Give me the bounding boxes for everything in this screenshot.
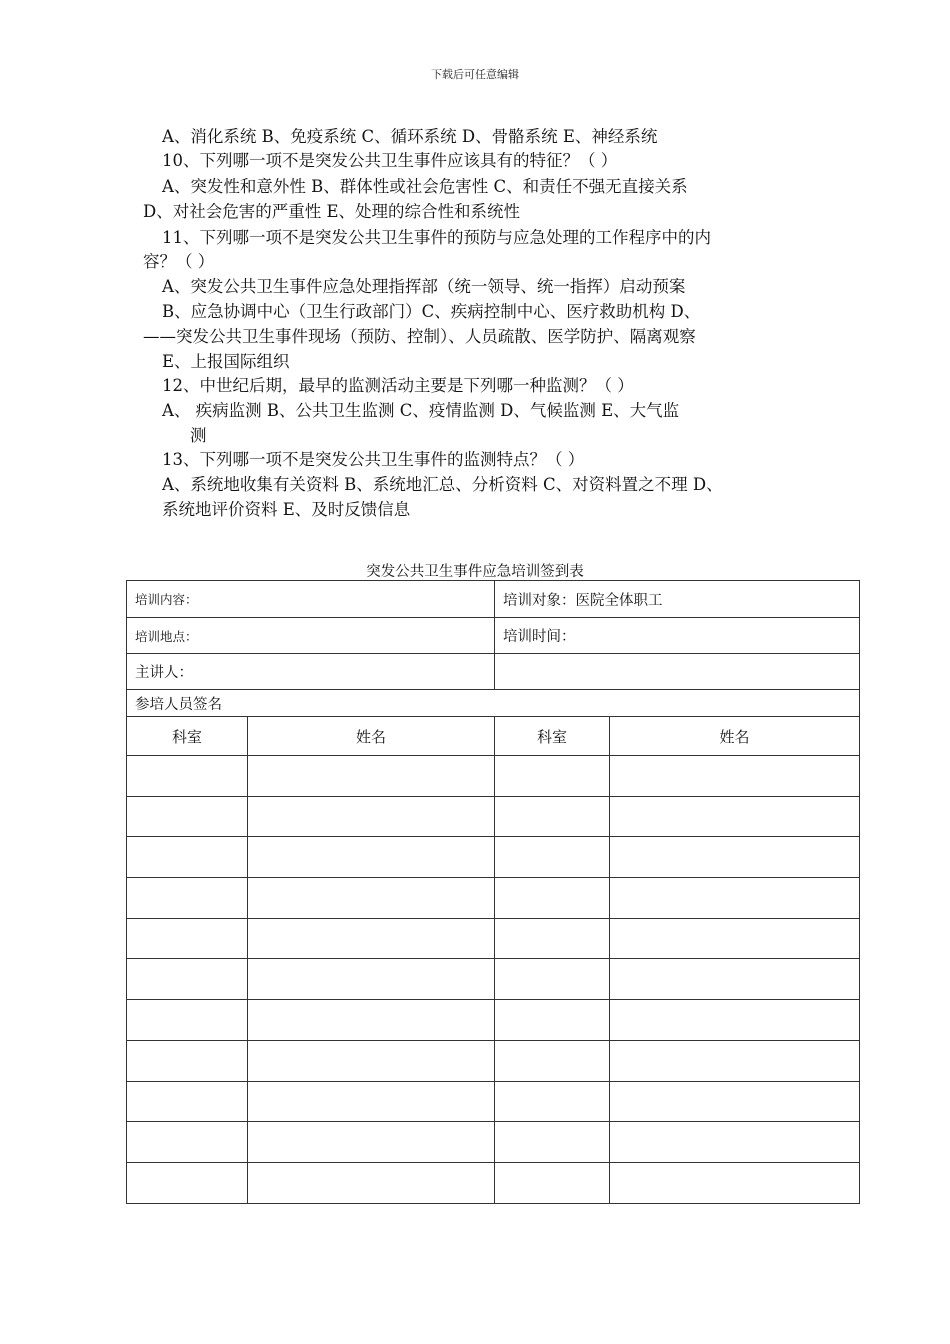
dept-cell[interactable] bbox=[127, 878, 248, 919]
name-cell[interactable] bbox=[610, 796, 860, 837]
dept-cell[interactable] bbox=[495, 1081, 610, 1122]
name-cell[interactable] bbox=[248, 959, 495, 1000]
table-row bbox=[127, 1081, 860, 1122]
name-cell[interactable] bbox=[610, 959, 860, 1000]
dept-cell[interactable] bbox=[495, 837, 610, 878]
table-row bbox=[127, 1040, 860, 1081]
training-content-label: 培训内容： bbox=[127, 581, 495, 618]
dept-cell[interactable] bbox=[495, 1000, 610, 1041]
training-audience-label: 培训对象：医院全体职工 bbox=[495, 581, 860, 618]
name-cell[interactable] bbox=[248, 796, 495, 837]
name-cell[interactable] bbox=[248, 1000, 495, 1041]
column-header-name-1: 姓名 bbox=[248, 717, 495, 756]
question-11-stem-line-1: 11、下列哪一项不是突发公共卫生事件的预防与应急处理的工作程序中的内 bbox=[162, 228, 711, 247]
table-row bbox=[127, 618, 860, 654]
question-10-stem: 10、下列哪一项不是突发公共卫生事件应该具有的特征？（ ） bbox=[162, 151, 618, 170]
dept-cell[interactable] bbox=[127, 1040, 248, 1081]
dept-cell[interactable] bbox=[495, 1122, 610, 1163]
name-cell[interactable] bbox=[610, 878, 860, 919]
question-13-options-line-1: A、系统地收集有关资料 B、系统地汇总、分析资料 C、对资料置之不理 D、 bbox=[162, 475, 723, 494]
training-time-label: 培训时间： bbox=[495, 618, 860, 654]
question-11-option-e: E、上报国际组织 bbox=[162, 352, 290, 371]
table-row bbox=[127, 918, 860, 959]
question-10-options-line-2: D、对社会危害的严重性 E、处理的综合性和系统性 bbox=[143, 202, 521, 221]
name-cell[interactable] bbox=[248, 1040, 495, 1081]
table-row bbox=[127, 878, 860, 919]
table-row bbox=[127, 837, 860, 878]
dept-cell[interactable] bbox=[127, 959, 248, 1000]
dept-cell[interactable] bbox=[127, 837, 248, 878]
question-11-option-a: A、突发公共卫生事件应急处理指挥部（统一领导、统一指挥）启动预案 bbox=[162, 277, 686, 296]
question-9-options: A、消化系统 B、免疫系统 C、循环系统 D、骨骼系统 E、神经系统 bbox=[162, 127, 658, 146]
name-cell[interactable] bbox=[610, 837, 860, 878]
dept-cell[interactable] bbox=[495, 878, 610, 919]
table-row bbox=[127, 756, 860, 797]
dept-cell[interactable] bbox=[127, 1162, 248, 1203]
signin-section-label: 参培人员签名 bbox=[127, 690, 860, 717]
name-cell[interactable] bbox=[610, 1081, 860, 1122]
table-row bbox=[127, 959, 860, 1000]
dept-cell[interactable] bbox=[127, 918, 248, 959]
table-row bbox=[127, 654, 860, 690]
question-10-options-line-1: A、突发性和意外性 B、群体性或社会危害性 C、和责任不强无直接关系 bbox=[162, 177, 688, 196]
dept-cell[interactable] bbox=[495, 796, 610, 837]
name-cell[interactable] bbox=[610, 918, 860, 959]
name-cell[interactable] bbox=[610, 1122, 860, 1163]
table-row bbox=[127, 581, 860, 618]
table-row bbox=[127, 690, 860, 717]
dept-cell[interactable] bbox=[127, 796, 248, 837]
table-row bbox=[127, 1162, 860, 1203]
page-header: 下载后可任意编辑 bbox=[431, 68, 519, 81]
name-cell[interactable] bbox=[610, 1000, 860, 1041]
name-cell[interactable] bbox=[248, 918, 495, 959]
dept-cell[interactable] bbox=[495, 756, 610, 797]
question-13-options-line-2: 系统地评价资料 E、及时反馈信息 bbox=[162, 500, 411, 519]
signin-table bbox=[126, 580, 860, 1204]
question-11-options-d-cont: ——突发公共卫生事件现场（预防、控制）、人员疏散、医学防护、隔离观察 bbox=[143, 327, 696, 346]
dept-cell[interactable] bbox=[127, 756, 248, 797]
dept-cell[interactable] bbox=[127, 1000, 248, 1041]
name-cell[interactable] bbox=[610, 756, 860, 797]
question-11-stem-line-2: 容？（ ） bbox=[143, 252, 215, 271]
name-cell[interactable] bbox=[248, 1122, 495, 1163]
table-row bbox=[127, 796, 860, 837]
question-12-stem: 12、中世纪后期，最早的监测活动主要是下列哪一种监测？（ ） bbox=[162, 376, 634, 395]
table-header-row bbox=[127, 717, 860, 756]
column-header-dept-2: 科室 bbox=[495, 717, 610, 756]
dept-cell[interactable] bbox=[495, 918, 610, 959]
question-12-options-cont: 测 bbox=[190, 426, 207, 445]
question-12-options: A、 疾病监测 B、公共卫生监测 C、疫情监测 D、气候监测 E、大气监 bbox=[162, 401, 680, 420]
dept-cell[interactable] bbox=[495, 1040, 610, 1081]
column-header-dept-1: 科室 bbox=[127, 717, 248, 756]
dept-cell[interactable] bbox=[127, 1081, 248, 1122]
column-header-name-2: 姓名 bbox=[610, 717, 860, 756]
question-13-stem: 13、下列哪一项不是突发公共卫生事件的监测特点？（ ） bbox=[162, 450, 585, 469]
name-cell[interactable] bbox=[610, 1040, 860, 1081]
name-cell[interactable] bbox=[610, 1162, 860, 1203]
name-cell[interactable] bbox=[248, 878, 495, 919]
dept-cell[interactable] bbox=[495, 1162, 610, 1203]
table-row bbox=[127, 1000, 860, 1041]
speaker-value-cell[interactable] bbox=[495, 654, 860, 690]
name-cell[interactable] bbox=[248, 1081, 495, 1122]
dept-cell[interactable] bbox=[495, 959, 610, 1000]
form-title: 突发公共卫生事件应急培训签到表 bbox=[366, 564, 584, 580]
name-cell[interactable] bbox=[248, 1162, 495, 1203]
table-row bbox=[127, 1122, 860, 1163]
question-11-options-bcd: B、应急协调中心（卫生行政部门）C、疾病控制中心、医疗救助机构 D、 bbox=[162, 302, 701, 321]
name-cell[interactable] bbox=[248, 837, 495, 878]
speaker-label: 主讲人： bbox=[127, 654, 495, 690]
training-location-label: 培训地点： bbox=[127, 618, 495, 654]
name-cell[interactable] bbox=[248, 756, 495, 797]
dept-cell[interactable] bbox=[127, 1122, 248, 1163]
